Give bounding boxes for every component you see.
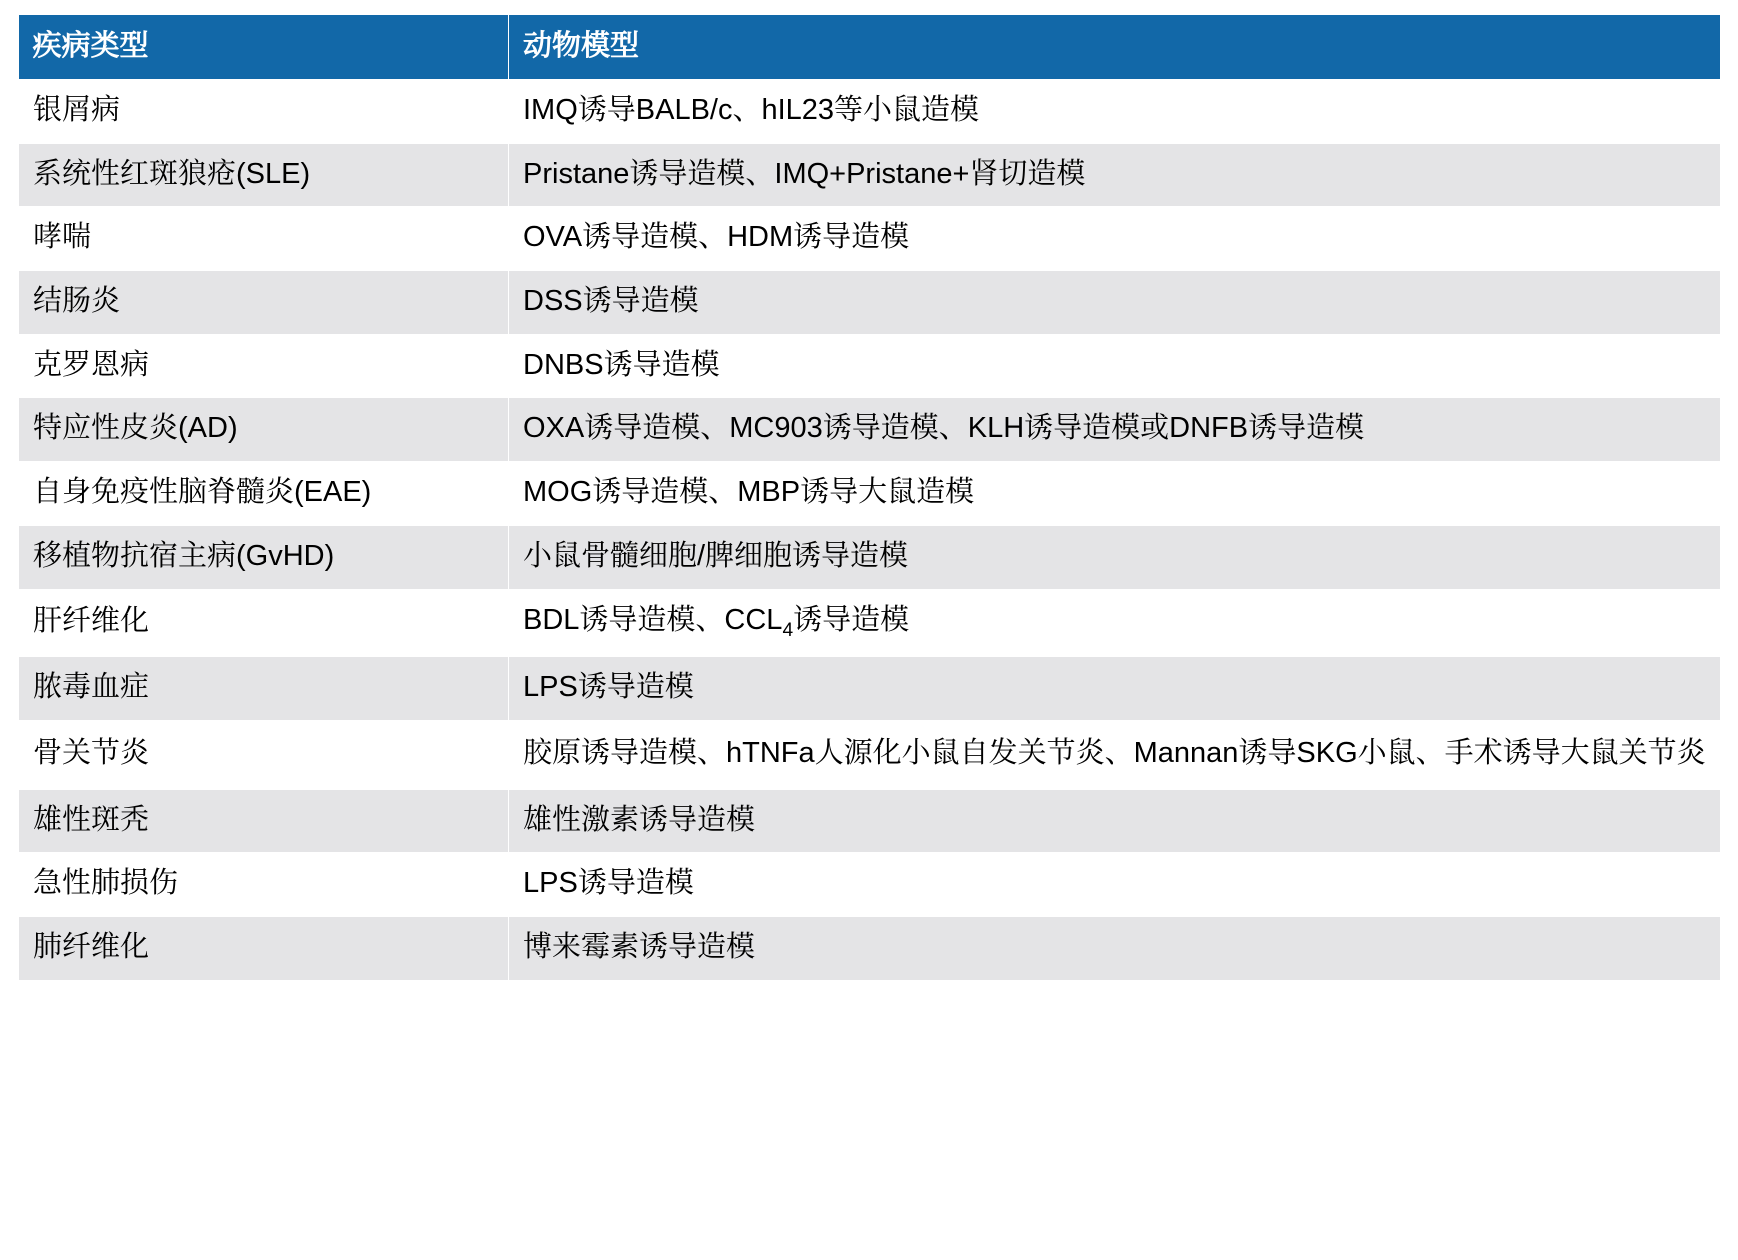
table-row <box>19 525 1721 589</box>
table-row <box>19 80 1721 144</box>
table-row <box>19 657 1721 721</box>
table-row <box>19 462 1721 526</box>
cell-disease-type: 特应性皮炎(AD) <box>19 398 509 462</box>
table-header-row <box>19 15 1721 80</box>
cell-animal-model: 胶原诱导造模、hTNFa人源化小鼠自发关节炎、Mannan诱导SKG小鼠、手术诱导大鼠关节炎 <box>509 720 1721 789</box>
cell-animal-model: 小鼠骨髓细胞/脾细胞诱导造模 <box>509 525 1721 589</box>
cell-disease-type: 系统性红斑狼疮(SLE) <box>19 143 509 207</box>
table-row <box>19 720 1721 789</box>
cell-animal-model: DNBS诱导造模 <box>509 334 1721 398</box>
cell-animal-model: 雄性激素诱导造模 <box>509 789 1721 853</box>
cell-disease-type: 肺纤维化 <box>19 916 509 980</box>
cell-disease-type: 结肠炎 <box>19 271 509 335</box>
cell-disease-type: 自身免疫性脑脊髓炎(EAE) <box>19 462 509 526</box>
table-row <box>19 853 1721 917</box>
cell-disease-type: 移植物抗宿主病(GvHD) <box>19 525 509 589</box>
table-row <box>19 789 1721 853</box>
table-row <box>19 207 1721 271</box>
cell-animal-model: Pristane诱导造模、IMQ+Pristane+肾切造模 <box>509 143 1721 207</box>
cell-disease-type: 脓毒血症 <box>19 657 509 721</box>
table-row <box>19 334 1721 398</box>
cell-animal-model: LPS诱导造模 <box>509 657 1721 721</box>
cell-animal-model: IMQ诱导BALB/c、hIL23等小鼠造模 <box>509 80 1721 144</box>
table-row <box>19 916 1721 980</box>
disease-animal-model-table <box>18 14 1721 981</box>
table-row <box>19 398 1721 462</box>
table-body <box>19 80 1721 981</box>
cell-animal-model: BDL诱导造模、$CCL_4$诱导造模 <box>509 589 1721 657</box>
cell-disease-type: 肝纤维化 <box>19 589 509 657</box>
cell-disease-type: 哮喘 <box>19 207 509 271</box>
table-row <box>19 143 1721 207</box>
cell-disease-type: 雄性斑秃 <box>19 789 509 853</box>
column-header-disease-type: 疾病类型 <box>19 15 509 80</box>
cell-animal-model: LPS诱导造模 <box>509 853 1721 917</box>
cell-disease-type: 银屑病 <box>19 80 509 144</box>
cell-animal-model: 博来霉素诱导造模 <box>509 916 1721 980</box>
cell-animal-model: OXA诱导造模、MC903诱导造模、KLH诱导造模或DNFB诱导造模 <box>509 398 1721 462</box>
cell-animal-model: OVA诱导造模、HDM诱导造模 <box>509 207 1721 271</box>
table-row <box>19 589 1721 657</box>
table-header <box>19 15 1721 80</box>
table-row <box>19 271 1721 335</box>
cell-disease-type: 急性肺损伤 <box>19 853 509 917</box>
column-header-animal-model: 动物模型 <box>509 15 1721 80</box>
cell-disease-type: 骨关节炎 <box>19 720 509 789</box>
cell-disease-type: 克罗恩病 <box>19 334 509 398</box>
cell-animal-model: MOG诱导造模、MBP诱导大鼠造模 <box>509 462 1721 526</box>
cell-animal-model: DSS诱导造模 <box>509 271 1721 335</box>
